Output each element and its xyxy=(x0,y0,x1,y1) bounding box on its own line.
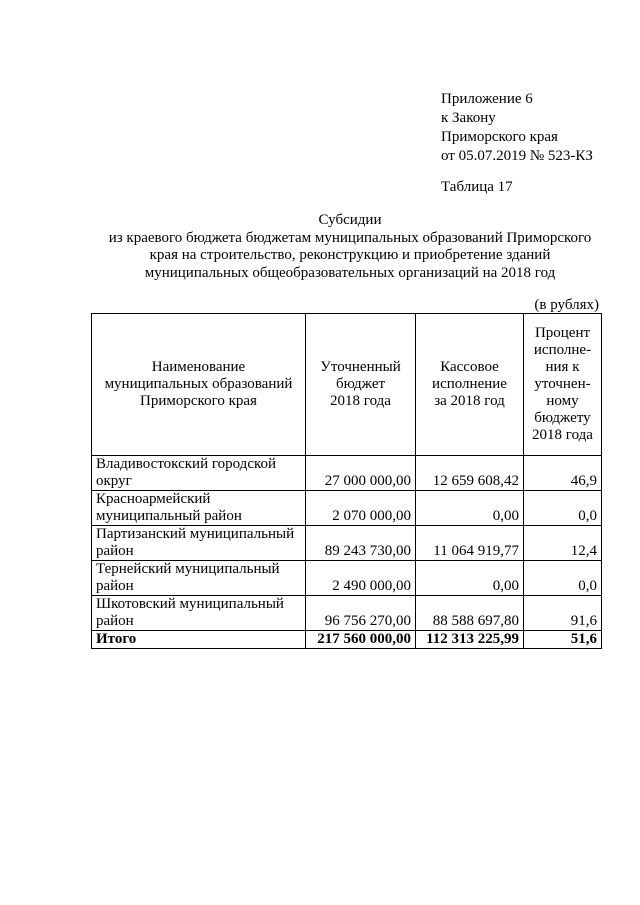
header-name: Наименование муниципальных образований Приморского края xyxy=(92,314,306,456)
table-total-row xyxy=(92,631,602,649)
cell-budget: 96 756 270,00 xyxy=(306,596,416,631)
cell-total-label: Итого xyxy=(92,631,306,649)
cell-percent: 0,0 xyxy=(524,561,602,596)
cell-budget: 2 070 000,00 xyxy=(306,491,416,526)
appendix-line: от 05.07.2019 № 523-КЗ xyxy=(441,148,593,164)
document-title xyxy=(90,212,610,282)
appendix-block xyxy=(441,90,593,166)
cell-municipality: Тернейский муниципальный район xyxy=(92,561,306,596)
appendix-line: Приложение 6 xyxy=(441,91,533,107)
appendix-line: Приморского края xyxy=(441,129,558,145)
appendix-line: к Закону xyxy=(441,110,496,126)
cell-budget: 2 490 000,00 xyxy=(306,561,416,596)
table-row xyxy=(92,456,602,491)
cell-percent: 46,9 xyxy=(524,456,602,491)
cell-execution: 11 064 919,77 xyxy=(416,526,524,561)
title-line: края на строительство, реконструкцию и приобретение зданий xyxy=(149,247,551,263)
cell-execution: 0,00 xyxy=(416,561,524,596)
table-row xyxy=(92,491,602,526)
title-line: Субсидии xyxy=(318,212,382,228)
cell-total-budget: 217 560 000,00 xyxy=(306,631,416,649)
units-note: (в рублях) xyxy=(534,297,599,313)
cell-total-percent: 51,6 xyxy=(524,631,602,649)
table-header-row xyxy=(92,314,602,456)
table-row xyxy=(92,596,602,631)
table-number: Таблица 17 xyxy=(441,179,513,195)
cell-percent: 12,4 xyxy=(524,526,602,561)
cell-budget: 89 243 730,00 xyxy=(306,526,416,561)
table-row xyxy=(92,561,602,596)
table-row xyxy=(92,526,602,561)
cell-municipality: Шкотовский муниципальный район xyxy=(92,596,306,631)
title-line: из краевого бюджета бюджетам муниципальных образований Приморского xyxy=(108,229,592,246)
cell-municipality: Партизанский муниципальный район xyxy=(92,526,306,561)
cell-total-execution: 112 313 225,99 xyxy=(416,631,524,649)
cell-municipality: Красноармейский муниципальный район xyxy=(92,491,306,526)
title-line: муниципальных общеобразовательных организаций на 2018 год xyxy=(144,264,556,281)
cell-municipality: Владивостокский городской округ xyxy=(92,456,306,491)
cell-percent: 0,0 xyxy=(524,491,602,526)
cell-percent: 91,6 xyxy=(524,596,602,631)
cell-execution: 12 659 608,42 xyxy=(416,456,524,491)
header-budget: Уточненный бюджет 2018 года xyxy=(306,314,416,456)
cell-execution: 88 588 697,80 xyxy=(416,596,524,631)
header-percent: Процент исполне- ния к уточнен- ному бюджету 2018 года xyxy=(524,314,602,456)
cell-execution: 0,00 xyxy=(416,491,524,526)
cell-budget: 27 000 000,00 xyxy=(306,456,416,491)
subsidies-table xyxy=(91,313,602,649)
header-execution: Кассовое исполнение за 2018 год xyxy=(416,314,524,456)
